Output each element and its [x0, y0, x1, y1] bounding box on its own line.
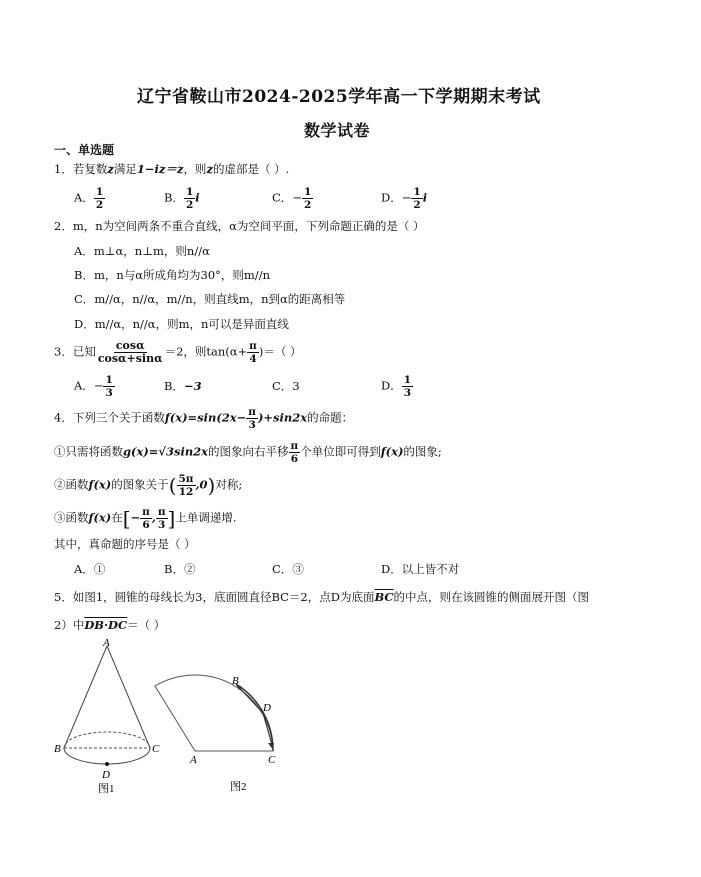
fig1-label-a: A	[103, 637, 110, 649]
fig1-label-d: D	[102, 769, 110, 781]
question-2-option-c[interactable]: C．m//α，n//α，m//n，则直线m，n到α的距离相等	[74, 292, 346, 306]
cone-base-back	[64, 732, 150, 748]
question-3-option-c[interactable]: C．3	[272, 379, 300, 393]
cone-base-front	[64, 748, 150, 764]
fig2-label-b: B	[232, 675, 239, 687]
question-4-statement-3: ③函数f(x)在[− $\frac{\pi}{6}$ , $\frac{\pi}{3}$ ]上单调递增.	[54, 506, 237, 531]
question-5-stem-line-2: 2）中DB·DC＝（ ）	[54, 618, 166, 632]
question-1-option-b[interactable]: B． $\frac{1}{2}$ i	[164, 186, 200, 211]
fig2-label-a: A	[190, 754, 197, 766]
question-5-stem-line-1: 5．如图1，圆锥的母线长为3，底面圆直径BC＝2，点D为底面$\overline{BC}$的中点，则在该圆锥的侧面展开图（图	[54, 590, 590, 604]
question-3-stem: 3．已知 $\frac{\cos\alpha}{\cos\alpha+\sin\alpha}$ ＝2，则tan(α+ $\frac{\pi}{4}$ )＝（ ）	[54, 339, 302, 365]
arc-bc	[236, 684, 273, 751]
fig1-label-c: C	[152, 743, 160, 755]
sector-outline	[155, 675, 273, 751]
exam-title: 辽宁省鞍山市2024-2025学年高一下学期期末考试	[137, 87, 541, 107]
fig1-caption: 图1	[98, 783, 115, 795]
section-heading: 一、单选题	[54, 143, 115, 157]
question-4-option-c[interactable]: C．③	[272, 562, 304, 576]
question-1-stem: 1．若复数z满足1−iz＝z，则z的虚部是（ ）.	[54, 162, 290, 176]
question-4-ask: 其中，真命题的序号是（ ）	[54, 537, 196, 551]
question-3-option-a[interactable]: A．− $\frac{1}{3}$	[74, 374, 113, 399]
question-2-option-d[interactable]: D．m//α，n//α，则m，n可以是异面直线	[74, 317, 289, 331]
fig2-label-c: C	[268, 754, 276, 766]
arrowhead-c	[268, 743, 274, 750]
cone-side-left	[64, 646, 107, 748]
exam-subtitle: 数学试卷	[304, 121, 371, 140]
fig1-label-b: B	[54, 743, 61, 755]
question-1-option-d[interactable]: D．− $\frac{1}{2}$ i	[381, 186, 428, 211]
question-4-option-a[interactable]: A．①	[74, 562, 106, 576]
question-1-option-c[interactable]: C．− $\frac{1}{2}$	[272, 186, 312, 211]
figure-2-sector	[150, 664, 290, 794]
question-2-stem: 2．m，n为空间两条不重合直线，α为空间平面，下列命题正确的是（ ）	[54, 219, 425, 233]
question-4-option-b[interactable]: B．②	[164, 562, 196, 576]
fig2-caption: 图2	[230, 781, 247, 793]
question-2-option-a[interactable]: A．m⊥α，n⊥m，则n//α	[74, 244, 210, 258]
question-3-option-b[interactable]: B．−3	[164, 379, 202, 393]
question-1-option-a[interactable]: A． $\frac{1}{2}$	[74, 186, 104, 211]
fig2-label-d: D	[263, 702, 271, 714]
question-4-statement-1: ①只需将函数g(x)=√3sin2x的图象向右平移 $\frac{\pi}{6}$ 个单位即可得到f(x)的图象;	[54, 440, 442, 465]
cone-side-right	[107, 646, 150, 748]
question-2-option-b[interactable]: B．m，n与α所成角均为30°，则m//n	[74, 268, 270, 282]
point-d-dot	[105, 762, 109, 766]
question-4-option-d[interactable]: D．以上皆不对	[381, 562, 460, 576]
question-3-option-d[interactable]: D． $\frac{1}{3}$	[381, 374, 412, 399]
question-4-statement-2: ②函数f(x)的图象关于( $\frac{5\pi}{12}$ ,0)对称;	[54, 473, 243, 498]
figure-1-cone	[52, 636, 162, 796]
question-4-stem: 4．下列三个关于函数f(x)=sin(2x− $\frac{\pi}{3}$ )+sin2x的命题：	[54, 406, 354, 431]
vector-dc	[263, 713, 273, 748]
